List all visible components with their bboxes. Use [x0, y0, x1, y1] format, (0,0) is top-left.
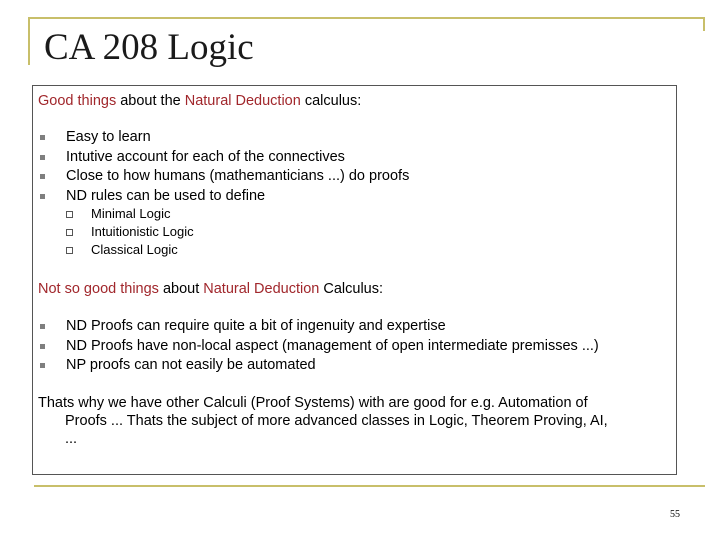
list-item — [63, 205, 194, 223]
section1-heading-part: calculus: — [300, 93, 362, 109]
list-item — [38, 337, 599, 357]
section2-heading — [38, 280, 383, 298]
list-item — [38, 187, 409, 207]
slide-title: CA 208 Logic — [44, 27, 254, 68]
square-bullet-icon — [40, 363, 45, 368]
section2-bullet-list — [38, 317, 599, 376]
section2-heading-part: Natural Deduction — [203, 281, 320, 297]
hollow-square-bullet-icon — [66, 211, 73, 218]
section1-heading-part: Good things — [38, 93, 117, 109]
section2-heading-part: about — [158, 281, 204, 297]
list-item-text: Intuitionistic Logic — [91, 224, 194, 239]
list-item — [38, 317, 599, 337]
frame-right-tick — [703, 17, 705, 31]
section1-heading — [38, 92, 361, 110]
list-item-text: Close to how humans (mathemanticians ...) do proofs — [66, 168, 410, 184]
frame-top-rule — [28, 17, 705, 19]
square-bullet-icon — [40, 324, 45, 329]
list-item-text: Minimal Logic — [91, 206, 171, 221]
square-bullet-icon — [40, 174, 45, 179]
section1-sub-bullet-list — [63, 205, 194, 259]
list-item-text: ND Proofs can require quite a bit of ingenuity and expertise — [66, 318, 446, 334]
section1-heading-part: Natural Deduction — [184, 93, 301, 109]
list-item-text: ND rules can be used to define — [66, 187, 266, 204]
list-item-text: ND Proofs have non-local aspect (management of open intermediate premisses ...) — [66, 337, 599, 354]
closing-line-1: Thats why we have other Calculi (Proof Systems) with are good for e.g. Automation of — [38, 395, 588, 411]
page-number: 55 — [670, 509, 680, 520]
list-item — [38, 128, 409, 148]
list-item — [38, 167, 409, 187]
section2-heading-part: Calculus: — [319, 281, 384, 297]
square-bullet-icon — [40, 135, 45, 140]
list-item — [63, 241, 194, 259]
closing-paragraph — [38, 394, 668, 448]
list-item-text: Easy to learn — [66, 129, 151, 145]
section1-heading-part: about the — [116, 93, 185, 109]
list-item-text: NP proofs can not easily be automated — [66, 357, 316, 373]
list-item — [38, 356, 599, 376]
hollow-square-bullet-icon — [66, 247, 73, 254]
list-item-text: Intutive account for each of the connectives — [66, 148, 345, 165]
list-item-text: Classical Logic — [91, 242, 178, 257]
bottom-rule — [34, 485, 705, 487]
hollow-square-bullet-icon — [66, 229, 73, 236]
section1-bullet-list — [38, 128, 409, 206]
section2-heading-part: Not so good things — [38, 281, 159, 297]
square-bullet-icon — [40, 194, 45, 199]
list-item — [63, 223, 194, 241]
square-bullet-icon — [40, 155, 45, 160]
closing-line-2: Proofs ... Thats the subject of more advanced classes in Logic, Theorem Proving, AI, — [65, 413, 608, 429]
frame-left-rule — [28, 17, 30, 65]
list-item — [38, 148, 409, 168]
closing-line-3: ... — [65, 431, 78, 447]
square-bullet-icon — [40, 344, 45, 349]
